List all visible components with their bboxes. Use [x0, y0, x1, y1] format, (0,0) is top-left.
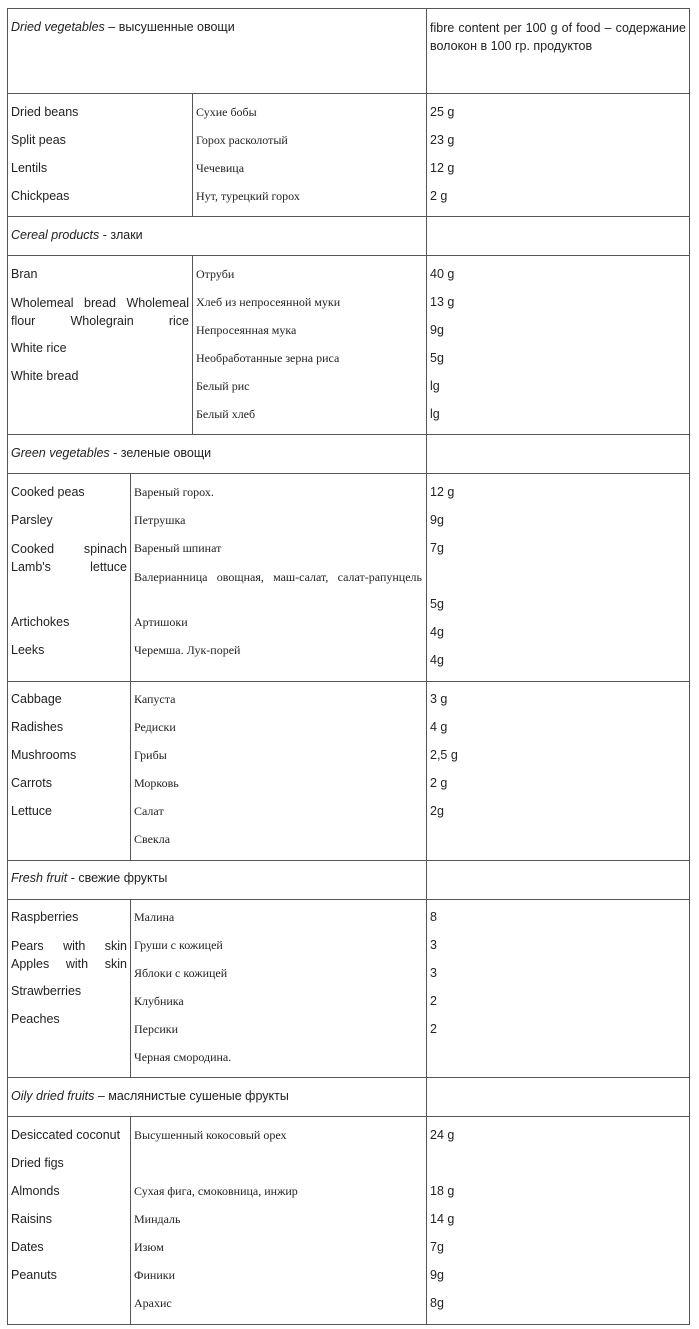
dried-veg-fibre-2: 12 g — [430, 161, 455, 175]
dried-veg-en-1: Split peas — [11, 133, 66, 147]
fruit-ru-5: Черная смородина. — [134, 1050, 232, 1064]
green-en-1: Parsley — [11, 513, 53, 527]
oily-en-3: Raisins — [11, 1212, 52, 1226]
other-veg-en-1: Radishes — [11, 720, 64, 734]
oily-heading-divider — [426, 1077, 427, 1117]
other-veg-block — [7, 681, 690, 861]
cereal-en-3: White bread — [11, 369, 79, 383]
cereal-fibre-0: 40 g — [430, 267, 455, 281]
fruit-heading-ru: - свежие фрукты — [67, 871, 168, 885]
green-heading-divider — [426, 434, 427, 474]
fruit-ru-3: Клубника — [134, 994, 184, 1008]
fruit-divider-2 — [426, 899, 427, 1078]
oily-fibre-1: 18 g — [430, 1184, 455, 1198]
green-heading-en: Green vegetables — [11, 446, 110, 460]
fruit-fibre-3: 2 — [430, 994, 437, 1008]
green-ru-5: Черемша. Лук-порей — [134, 643, 241, 657]
fruit-en-3: Peaches — [11, 1012, 60, 1026]
fruit-en-1: Pears with skin Apples with skin — [11, 939, 127, 971]
other-veg-ru-4: Салат — [134, 804, 164, 818]
cereal-divider-2 — [426, 255, 427, 435]
dried-veg-divider-1 — [192, 93, 193, 217]
dried-veg-fibre-1: 23 g — [430, 133, 455, 147]
green-fibre-3: 5g — [430, 597, 444, 611]
oily-ru-2: Миндаль — [134, 1212, 181, 1226]
dried-veg-ru-0: Сухие бобы — [196, 105, 257, 119]
other-veg-ru-3: Морковь — [134, 776, 179, 790]
fruit-fibre-0: 8 — [430, 910, 437, 924]
green-divider-1 — [130, 473, 131, 682]
green-ru-0: Вареный горох. — [134, 485, 214, 499]
dried-veg-fibre-3: 2 g — [430, 189, 448, 203]
cereal-fibre-5: lg — [430, 407, 440, 421]
dried-veg-ru-3: Нут, турецкий горох — [196, 189, 300, 203]
other-veg-divider-1 — [130, 681, 131, 861]
cereal-ru-4: Белый рис — [196, 379, 250, 393]
other-veg-ru-5: Свекла — [134, 832, 171, 846]
cereal-ru-1: Хлеб из непросеянной муки — [196, 295, 341, 309]
fruit-fibre-4: 2 — [430, 1022, 437, 1036]
other-veg-fibre-1: 4 g — [430, 720, 448, 734]
fruit-block — [7, 899, 690, 1078]
fruit-divider-1 — [130, 899, 131, 1078]
other-veg-en-3: Carrots — [11, 776, 52, 790]
dried-veg-ru-2: Чечевица — [196, 161, 245, 175]
oily-fibre-4: 9g — [430, 1268, 444, 1282]
header-category-ru: – высушенные овощи — [104, 20, 235, 34]
cereal-ru-3: Необработанные зерна риса — [196, 351, 340, 365]
green-en-4: Leeks — [11, 643, 45, 657]
oily-fibre-2: 14 g — [430, 1212, 455, 1226]
oily-divider-2 — [426, 1116, 427, 1325]
fruit-ru-1: Груши с кожицей — [134, 938, 223, 952]
other-veg-en-2: Mushrooms — [11, 748, 77, 762]
green-ru-4: Артишоки — [134, 615, 188, 629]
green-fibre-0: 12 g — [430, 485, 455, 499]
fruit-fibre-2: 3 — [430, 966, 437, 980]
other-veg-divider-2 — [426, 681, 427, 861]
oily-heading — [11, 1088, 289, 1105]
fruit-ru-2: Яблоки с кожицей — [134, 966, 228, 980]
oily-ru-4: Финики — [134, 1268, 175, 1282]
cereal-heading-ru: - злаки — [99, 228, 143, 242]
green-fibre-4: 4g — [430, 625, 444, 639]
fibre-heading: fibre content per 100 g of food – содержание волокон в 100 гр. продуктов — [430, 21, 686, 53]
cereal-fibre-1: 13 g — [430, 295, 455, 309]
green-heading — [11, 445, 211, 462]
green-en-2: Cooked spinach Lamb's lettuce — [11, 542, 127, 574]
oily-en-2: Almonds — [11, 1184, 60, 1198]
header-category — [11, 19, 235, 36]
header-divider — [426, 8, 427, 94]
header-category-en: Dried vegetables — [11, 20, 105, 34]
green-ru-2: Вареный шпинат — [134, 541, 222, 555]
fruit-heading-en: Fresh fruit — [11, 871, 68, 885]
oily-fibre-0: 24 g — [430, 1128, 455, 1142]
fruit-heading — [11, 870, 167, 887]
dried-veg-en-2: Lentils — [11, 161, 48, 175]
oily-heading-ru: – маслянистые сушеные фрукты — [94, 1089, 289, 1103]
green-heading-ru: - зеленые овощи — [109, 446, 212, 460]
oily-fibre-5: 8g — [430, 1296, 444, 1310]
green-fibre-5: 4g — [430, 653, 444, 667]
other-veg-fibre-2: 2,5 g — [430, 748, 458, 762]
fruit-fibre-1: 3 — [430, 938, 437, 952]
cereal-en-2: White rice — [11, 341, 67, 355]
green-en-3: Artichokes — [11, 615, 70, 629]
oily-heading-en: Oily dried fruits — [11, 1089, 95, 1103]
dried-veg-en-3: Chickpeas — [11, 189, 70, 203]
cereal-en-0: Bran — [11, 267, 38, 281]
cereal-fibre-3: 5g — [430, 351, 444, 365]
oily-ru-5: Арахис — [134, 1296, 172, 1310]
cereal-ru-5: Белый хлеб — [196, 407, 256, 421]
oily-en-5: Peanuts — [11, 1268, 57, 1282]
other-veg-ru-0: Капуста — [134, 692, 176, 706]
other-veg-fibre-3: 2 g — [430, 776, 448, 790]
dried-veg-block — [7, 93, 690, 217]
oily-block — [7, 1116, 690, 1325]
fruit-en-0: Raspberries — [11, 910, 79, 924]
cereal-en-1: Wholemeal bread Wholemeal flour Wholegrain rice — [11, 296, 189, 328]
oily-divider-1 — [130, 1116, 131, 1325]
other-veg-ru-2: Грибы — [134, 748, 167, 762]
oily-en-1: Dried figs — [11, 1156, 64, 1170]
fruit-heading-divider — [426, 860, 427, 900]
dried-veg-divider-2 — [426, 93, 427, 217]
cereal-heading-divider — [426, 216, 427, 256]
other-veg-fibre-0: 3 g — [430, 692, 448, 706]
cereal-fibre-4: lg — [430, 379, 440, 393]
dried-veg-en-0: Dried beans — [11, 105, 79, 119]
fruit-en-2: Strawberries — [11, 984, 82, 998]
oily-en-4: Dates — [11, 1240, 44, 1254]
cereal-divider-1 — [192, 255, 193, 435]
fruit-ru-4: Персики — [134, 1022, 178, 1036]
other-veg-en-4: Lettuce — [11, 804, 53, 818]
other-veg-ru-1: Редиски — [134, 720, 176, 734]
green-fibre-1: 9g — [430, 513, 444, 527]
oily-ru-0: Высушенный кокосовый орех — [134, 1128, 287, 1142]
cereal-ru-2: Непросеянная мука — [196, 323, 297, 337]
oily-en-0: Desiccated coconut — [11, 1128, 121, 1142]
cereal-block — [7, 255, 690, 435]
fruit-ru-0: Малина — [134, 910, 175, 924]
other-veg-en-0: Cabbage — [11, 692, 62, 706]
green-ru-1: Петрушка — [134, 513, 186, 527]
other-veg-fibre-4: 2g — [430, 804, 444, 818]
dried-veg-fibre-0: 25 g — [430, 105, 455, 119]
green-divider-2 — [426, 473, 427, 682]
oily-fibre-3: 7g — [430, 1240, 444, 1254]
oily-ru-1: Сухая фига, смоковница, инжир — [134, 1184, 298, 1198]
green-fibre-2: 7g — [430, 541, 444, 555]
dried-veg-ru-1: Горох расколотый — [196, 133, 288, 147]
cereal-ru-0: Отруби — [196, 267, 235, 281]
oily-ru-3: Изюм — [134, 1240, 164, 1254]
green-ru-3: Валерианница овощная, маш-салат, салат-рапунцель — [134, 570, 422, 584]
cereal-heading-en: Cereal products — [11, 228, 100, 242]
cereal-heading — [11, 227, 143, 244]
green-en-0: Cooked peas — [11, 485, 85, 499]
cereal-fibre-2: 9g — [430, 323, 444, 337]
